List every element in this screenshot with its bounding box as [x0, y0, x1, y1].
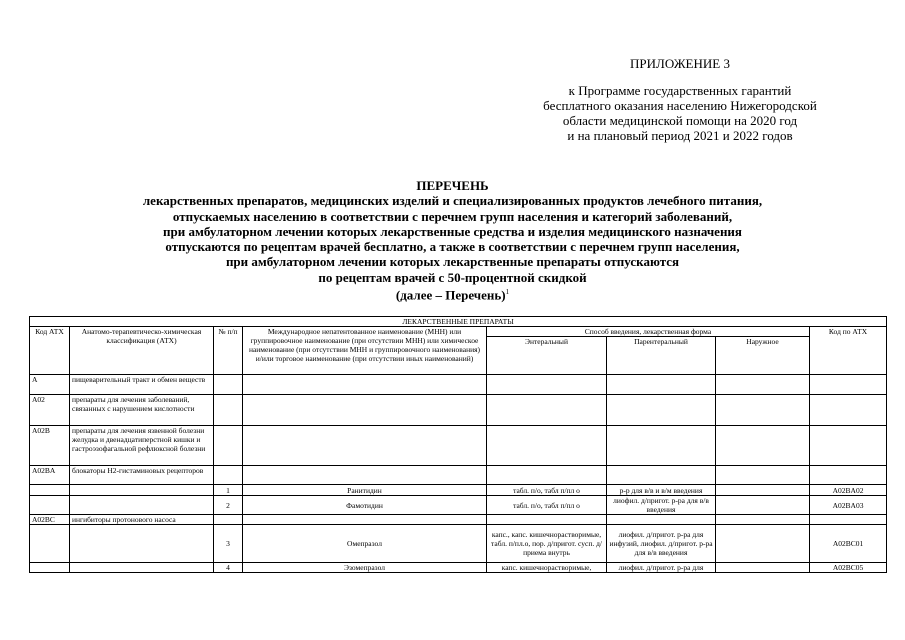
- appendix-line: и на плановый период 2021 и 2022 годов: [567, 128, 793, 143]
- row-enteral: [487, 395, 607, 426]
- document-title: [40, 178, 865, 303]
- row-parenteral: [607, 466, 716, 485]
- row-atc-code-right: [810, 426, 887, 466]
- row-atc-code: A: [30, 375, 70, 395]
- appendix-line: к Программе государственных гарантий: [568, 83, 792, 98]
- row-atc-class: пищеварительный тракт и обмен веществ: [70, 375, 214, 395]
- row-num: [214, 375, 243, 395]
- row-inn: [243, 466, 487, 485]
- row-atc-class: препараты для лечения язвенной болезни желудка и двенадцатиперстной кишки и гастроэзофагальной рефлюксной болезни: [70, 426, 214, 466]
- table-row: [30, 496, 887, 515]
- row-enteral: [487, 375, 607, 395]
- section-header: ЛЕКАРСТВЕННЫЕ ПРЕПАРАТЫ: [30, 317, 887, 327]
- row-atc-class: препараты для лечения заболеваний, связанных с нарушением кислотности: [70, 395, 214, 426]
- row-inn: [243, 395, 487, 426]
- row-parenteral: [607, 426, 716, 466]
- row-parenteral: лиофил. д/пригот. р-ра для: [607, 563, 716, 573]
- title-last-text: (далее – Перечень): [395, 287, 506, 303]
- header-atc-class: Анатомо-терапевтическо-химическая классификация (АТХ): [70, 327, 214, 375]
- row-atc-code: [30, 485, 70, 496]
- row-atc-code-right: A02BA02: [810, 485, 887, 496]
- row-atc-code-right: A02BC05: [810, 563, 887, 573]
- row-atc-code-right: A02BC01: [810, 525, 887, 563]
- header-num: № п/п: [214, 327, 243, 375]
- footnote-mark: 1: [505, 288, 510, 297]
- table-row: [30, 466, 887, 485]
- row-inn: [243, 515, 487, 525]
- row-enteral: табл. п/о, табл п/пл о: [487, 485, 607, 496]
- row-atc-code: [30, 525, 70, 563]
- appendix-line: бесплатного оказания населению Нижегородской: [543, 98, 817, 113]
- row-parenteral: [607, 515, 716, 525]
- row-num: 3: [214, 525, 243, 563]
- header-inn: Международное непатентованное наименование (МНН) или группировочное наименование (при отсутствии МНН) или химическое наименование (при отсутствии МНН и группировочного наименования) и/или торговое наименование (при отсутствии иных наименований): [243, 327, 487, 375]
- appendix-label: ПРИЛОЖЕНИЕ 3: [630, 56, 730, 71]
- row-atc-class: [70, 485, 214, 496]
- row-external: [716, 466, 810, 485]
- header-route-group: Способ введения, лекарственная форма: [487, 327, 810, 337]
- row-atc-code-right: [810, 375, 887, 395]
- row-external: [716, 525, 810, 563]
- row-num: [214, 515, 243, 525]
- row-external: [716, 426, 810, 466]
- row-num: 2: [214, 496, 243, 515]
- row-atc-code-right: [810, 515, 887, 525]
- row-parenteral: [607, 375, 716, 395]
- row-atc-code: A02B: [30, 426, 70, 466]
- table-row: [30, 395, 887, 426]
- row-external: [716, 395, 810, 426]
- title-line: при амбулаторном лечении которых лекарственные средства и изделия медицинского назначения: [163, 223, 742, 239]
- header-atc-code-right: Код по АТХ: [810, 327, 887, 375]
- row-external: [716, 375, 810, 395]
- row-atc-code-right: [810, 466, 887, 485]
- row-inn: Ранитидин: [243, 485, 487, 496]
- row-enteral: [487, 515, 607, 525]
- row-atc-class: ингибиторы протонового насоса: [70, 515, 214, 525]
- title-line: при амбулаторном лечении которых лекарственные препараты отпускаются: [225, 254, 680, 270]
- row-inn: Фамотидин: [243, 496, 487, 515]
- row-parenteral: лиофил. д/пригот. р-ра для инфузий, лиофил. д/пригот. р-ра для в/в введения: [607, 525, 716, 563]
- row-atc-class: [70, 496, 214, 515]
- row-enteral: [487, 466, 607, 485]
- medicines-table: [29, 316, 887, 573]
- table-row: [30, 426, 887, 466]
- header-parenteral: Парентеральный: [607, 337, 716, 375]
- row-atc-code: [30, 496, 70, 515]
- row-enteral: капс., капс. кишечнорастворимые, табл. п/пл.о, пор. д/пригот. сусп. д/приема внутрь: [487, 525, 607, 563]
- row-external: [716, 496, 810, 515]
- appendix-line: области медицинской помощи на 2020 год: [562, 113, 798, 128]
- table-row: [30, 485, 887, 496]
- row-enteral: табл. п/о, табл п/пл о: [487, 496, 607, 515]
- row-atc-class: [70, 525, 214, 563]
- row-num: 4: [214, 563, 243, 573]
- row-atc-class: блокаторы H2-гистаминовых рецепторов: [70, 466, 214, 485]
- row-external: [716, 485, 810, 496]
- row-atc-code-right: [810, 395, 887, 426]
- header-atc-code: Код АТХ: [30, 327, 70, 375]
- row-atc-code-right: A02BA03: [810, 496, 887, 515]
- row-num: [214, 395, 243, 426]
- row-external: [716, 515, 810, 525]
- table-row: [30, 515, 887, 525]
- appendix-text: [480, 83, 880, 143]
- title-line: по рецептам врачей с 50-процентной скидкой: [318, 269, 587, 285]
- row-num: [214, 426, 243, 466]
- row-enteral: [487, 426, 607, 466]
- title-heading: ПЕРЕЧЕНЬ: [416, 178, 489, 193]
- row-atc-class: [70, 563, 214, 573]
- row-external: [716, 563, 810, 573]
- row-enteral: капс. кишечнорастворимые,: [487, 563, 607, 573]
- row-inn: Омепразол: [243, 525, 487, 563]
- row-atc-code: A02BC: [30, 515, 70, 525]
- row-inn: [243, 426, 487, 466]
- row-atc-code: [30, 563, 70, 573]
- table-row: [30, 563, 887, 573]
- row-inn: Эзомепразол: [243, 563, 487, 573]
- title-line: лекарственных препаратов, медицинских изделий и специализированных продуктов лечебного питания,: [142, 193, 763, 209]
- row-parenteral: [607, 395, 716, 426]
- title-line: отпускаемых населению в соответствии с перечнем групп населения и категорий заболеваний,: [172, 208, 733, 224]
- row-num: [214, 466, 243, 485]
- row-atc-code: A02: [30, 395, 70, 426]
- row-num: 1: [214, 485, 243, 496]
- title-line: отпускаются по рецептам врачей бесплатно, а также в соответствии с перечнем групп населения,: [165, 239, 740, 255]
- row-inn: [243, 375, 487, 395]
- row-parenteral: р-р для в/в и в/м введения: [607, 485, 716, 496]
- table-row: [30, 375, 887, 395]
- title-last-line: [40, 285, 865, 303]
- row-parenteral: лиофил. д/пригот. р-ра для в/в введения: [607, 496, 716, 515]
- header-enteral: Энтеральный: [487, 337, 607, 375]
- header-external: Наружное: [716, 337, 810, 375]
- table-row: [30, 525, 887, 563]
- row-atc-code: A02BA: [30, 466, 70, 485]
